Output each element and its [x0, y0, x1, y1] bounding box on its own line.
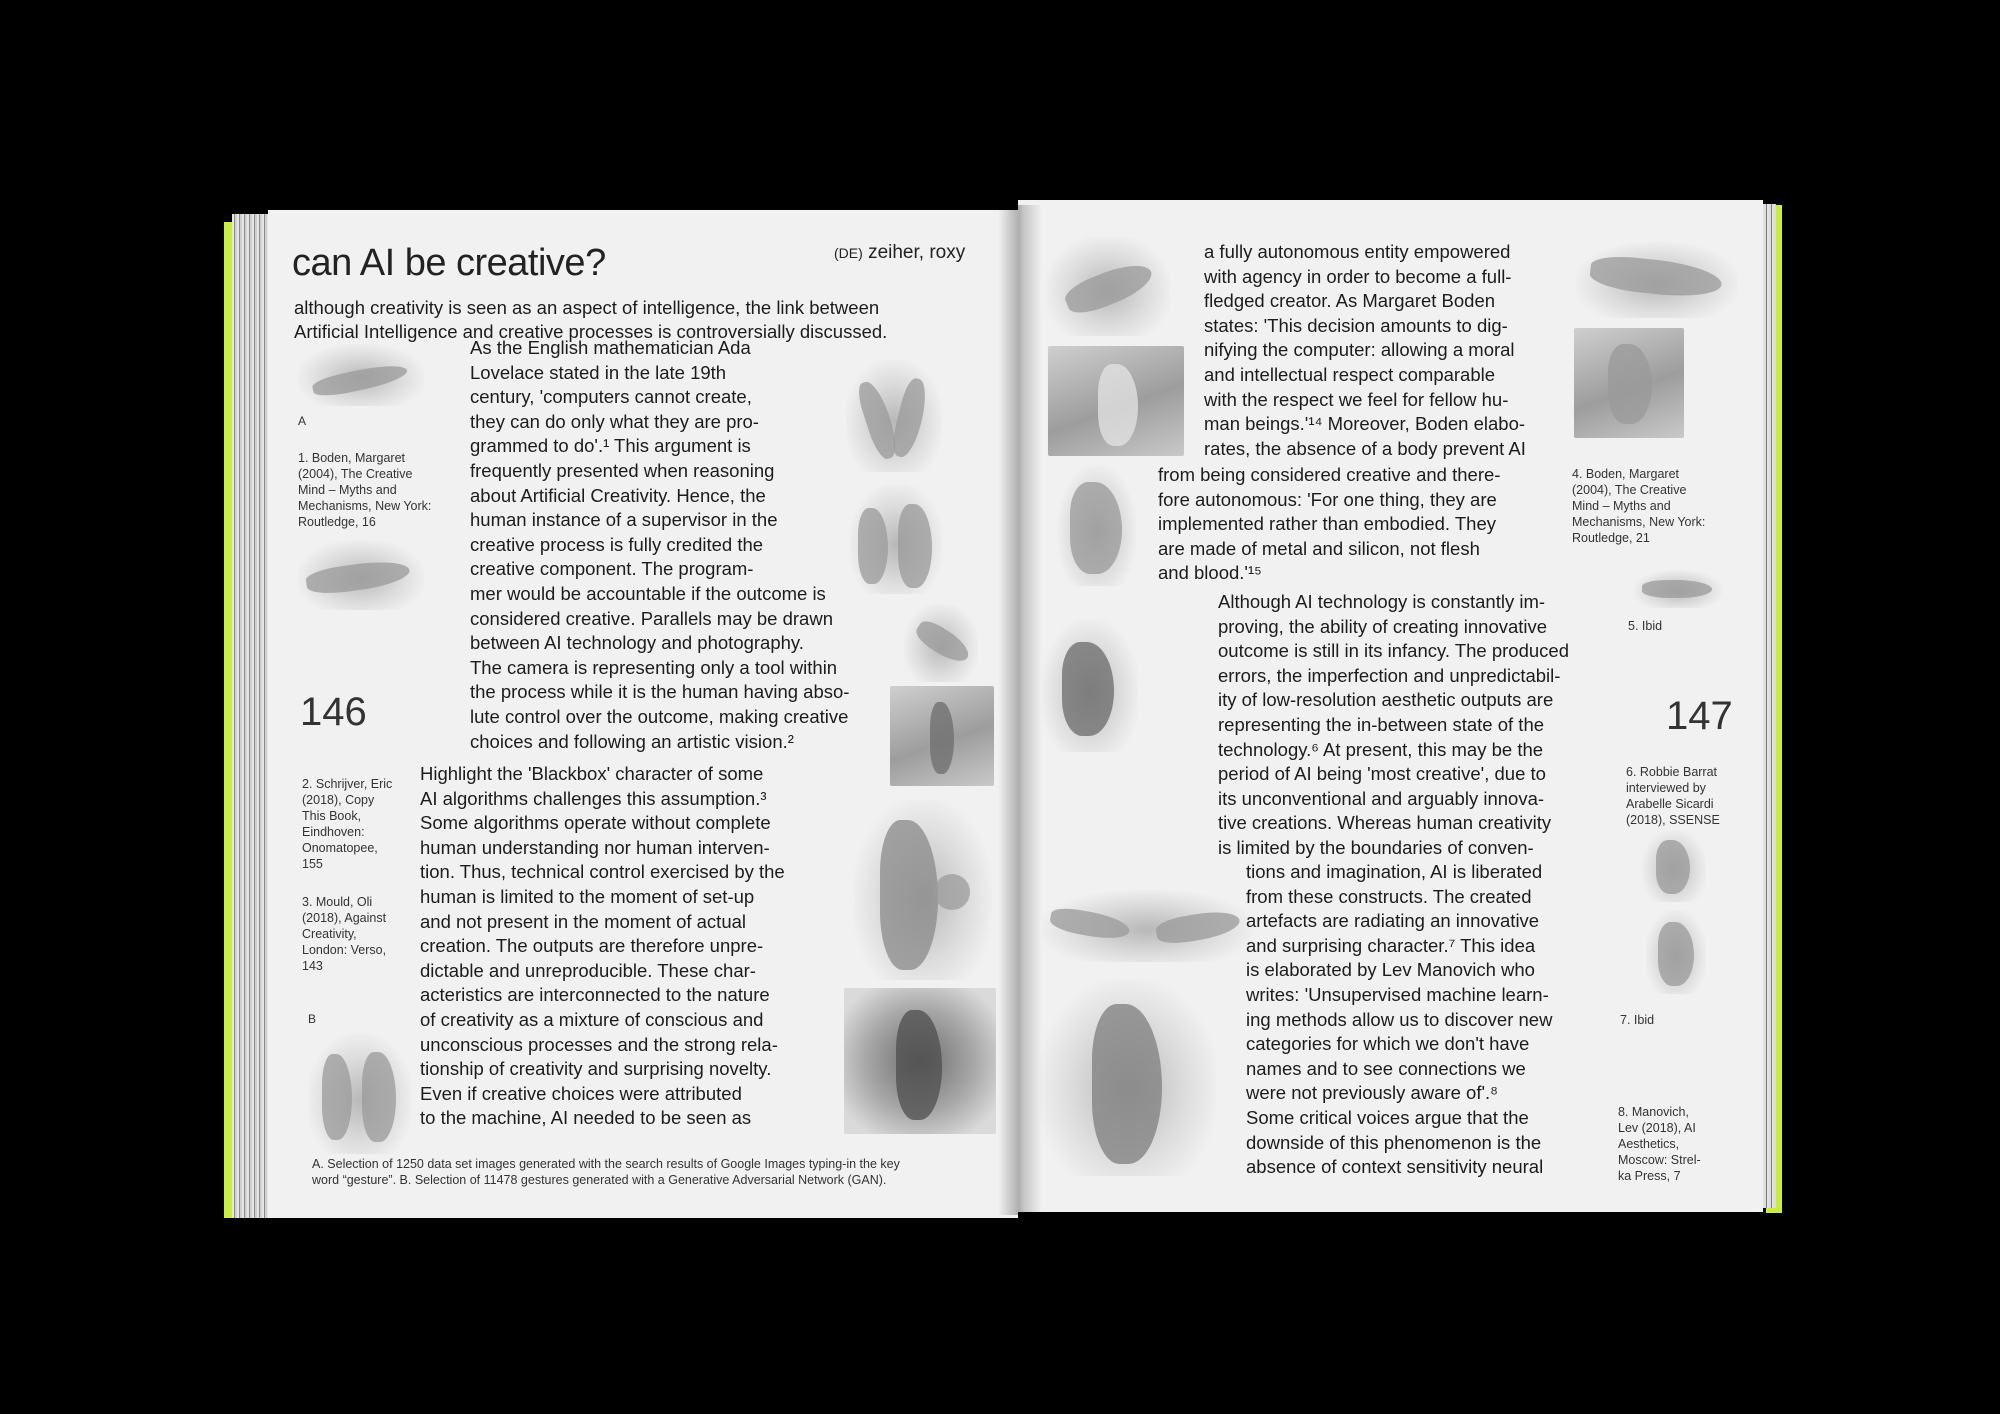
footnote-line: Creativity, [302, 927, 357, 941]
body-line: The camera is representing only a tool within [470, 656, 838, 678]
footnote-line: This Book, [302, 809, 362, 823]
footnote-7 [1620, 1012, 1654, 1028]
footnote-line: ka Press, 7 [1618, 1169, 1681, 1183]
body-line: Even if creative choices were attributed [420, 1082, 742, 1104]
footnote-line: 4. Boden, Margaret [1572, 467, 1680, 481]
footnote-8 [1618, 1104, 1728, 1184]
body-line: creation. The outputs are therefore unpre- [420, 935, 764, 957]
footnote-line: Routledge, 16 [298, 515, 376, 529]
hand-photo [890, 686, 994, 786]
body-line: implemented rather than embodied. They [1158, 513, 1496, 535]
body-line: acteristics are interconnected to the nature [420, 984, 770, 1006]
body-line: fore autonomous: 'For one thing, they are [1158, 488, 1497, 510]
caption-line: word “gesture”. B. Selection of 11478 gestures generated with a Generative Adversarial Network (GAN). [312, 1173, 887, 1187]
footnote-line: Aesthetics, [1618, 1137, 1680, 1151]
page-stack-left [232, 214, 272, 1218]
body-line: Although AI technology is constantly im- [1218, 591, 1546, 612]
body-line: choices and following an artistic vision.² [470, 730, 794, 752]
body-line: frequently presented when reasoning [470, 459, 775, 481]
body-line: and not present in the moment of actual [420, 910, 747, 932]
footnote-line: 3. Mould, Oli [302, 895, 373, 909]
body-text-lower [1246, 860, 1636, 1180]
footnote-line: 143 [302, 959, 323, 973]
footnote-line: Mind – Myths and [298, 483, 397, 497]
figure-caption [312, 1156, 1012, 1188]
right-page [1018, 200, 1763, 1212]
hand-photo [1634, 570, 1722, 608]
author-prefix: (DE) [834, 245, 863, 261]
body-line: writes: 'Unsupervised machine learn- [1246, 983, 1549, 1005]
footnote-line: Mechanisms, New York: [298, 499, 432, 513]
hand-photo [1042, 620, 1138, 752]
author-name: zeiher, roxy [868, 242, 966, 263]
footnote-3 [302, 894, 422, 974]
body-line: considered creative. Parallels may be drawn [470, 607, 833, 629]
body-text-wide [1158, 463, 1578, 586]
body-line: grammed to do'.¹ This argument is [470, 435, 751, 457]
footnote-line: (2018), Against [302, 911, 387, 925]
hand-photo [846, 360, 942, 472]
book-gutter [998, 205, 1042, 1215]
body-line: the process while it is the human having abso- [470, 681, 850, 703]
body-line: AI algorithms challenges this assumption.³ [420, 787, 767, 809]
hand-photo [1042, 890, 1252, 962]
hand-photo [298, 540, 424, 610]
footnote-line: (2018), SSENSE [1626, 813, 1720, 827]
author-line [834, 242, 965, 264]
body-line: fledged creator. As Margaret Boden [1204, 290, 1496, 312]
hand-photo [1574, 328, 1684, 438]
hand-photo [1646, 910, 1706, 994]
body-text-middle [1218, 590, 1638, 861]
body-line: tions and imagination, AI is liberated [1246, 861, 1543, 882]
body-line: tive creations. Whereas human creativity [1218, 812, 1552, 834]
body-line: and blood.'¹⁵ [1158, 562, 1262, 584]
left-page [268, 210, 1018, 1218]
footnote-line: (2018), Copy [302, 793, 375, 807]
footnote-line: Onomatopee, [302, 841, 378, 855]
body-line: Lovelace stated in the late 19th [470, 361, 727, 383]
hand-photo [904, 604, 978, 682]
body-line: outcome is still in its infancy. The produced [1218, 640, 1569, 662]
footnote-line: interviewed by [1626, 781, 1706, 795]
footnote-1 [298, 450, 438, 530]
hand-photo [308, 1034, 412, 1154]
footnote-4 [1572, 466, 1742, 546]
body-line: from being considered creative and there- [1158, 464, 1501, 485]
body-line: rates, the absence of a body prevent AI [1204, 437, 1526, 459]
footnote-line: 8. Manovich, [1618, 1105, 1689, 1119]
hand-photo [844, 988, 996, 1134]
intro-line: Artificial Intelligence and creative processes is controversially discussed. [294, 321, 888, 342]
body-line: is elaborated by Lev Manovich who [1246, 959, 1535, 981]
body-line: names and to see connections we [1246, 1057, 1526, 1079]
body-line: tion. Thus, technical control exercised by the [420, 861, 785, 883]
footnote-line: Moscow: Strel- [1618, 1153, 1701, 1167]
footnote-line: Mechanisms, New York: [1572, 515, 1706, 529]
hand-photo [850, 484, 942, 594]
body-line: they can do only what they are pro- [470, 410, 759, 432]
footnote-line: Arabelle Sicardi [1626, 797, 1714, 811]
body-text-top [1204, 240, 1574, 461]
body-line: and surprising character.⁷ This idea [1246, 934, 1536, 956]
footnote-line: Eindhoven: [302, 825, 365, 839]
body-line: proving, the ability of creating innovative [1218, 615, 1548, 637]
body-line: categories for which we don't have [1246, 1033, 1530, 1055]
body-line: creative process is fully credited the [470, 533, 764, 555]
body-line: period of AI being 'most creative', due to [1218, 763, 1546, 785]
footnote-line: 1. Boden, Margaret [298, 451, 406, 465]
intro-line: although creativity is seen as an aspect of intelligence, the link between [294, 297, 880, 318]
body-line: states: 'This decision amounts to dig- [1204, 314, 1508, 336]
footnote-line: Mind – Myths and [1572, 499, 1671, 513]
body-line: technology.⁶ At present, this may be the [1218, 738, 1544, 760]
body-line: lute control over the outcome, making creative [470, 705, 849, 727]
body-line: Some algorithms operate without complete [420, 812, 771, 834]
body-line: representing the in-between state of the [1218, 713, 1545, 735]
body-line: with agency in order to become a full- [1204, 265, 1512, 287]
body-line: with the respect we feel for fellow hu- [1204, 388, 1509, 410]
hand-photo [854, 800, 992, 980]
footnote-line: Lev (2018), AI [1618, 1121, 1696, 1135]
body-line: As the English mathematician Ada [470, 337, 751, 358]
body-line: human understanding nor human interven- [420, 836, 770, 858]
footnote-line: 7. Ibid [1620, 1013, 1655, 1027]
body-line: Some critical voices argue that the [1246, 1106, 1529, 1128]
body-line: were not previously aware of'.⁸ [1246, 1082, 1498, 1104]
footnote-line: (2004), The Creative [1572, 483, 1687, 497]
footnote-line: 6. Robbie Barrat [1626, 765, 1718, 779]
body-text-top [470, 336, 850, 754]
body-line: dictable and unreproducible. These char- [420, 959, 756, 981]
footnote-line: Routledge, 21 [1572, 531, 1650, 545]
page-number-right: 147 [1666, 694, 1733, 738]
footnote-line: 2. Schrijver, Eric [302, 777, 393, 791]
body-line: human is limited to the moment of set-up [420, 885, 755, 907]
footnote-line: 155 [302, 857, 323, 871]
footnote-6 [1626, 764, 1756, 828]
hand-photo [1642, 830, 1706, 902]
footnote-line: (2004), The Creative [298, 467, 413, 481]
hand-photo [1046, 236, 1170, 336]
caption-line: A. Selection of 1250 data set images generated with the search results of Google Images typing-in the key [312, 1157, 900, 1171]
body-line: human instance of a supervisor in the [470, 509, 778, 531]
body-line: artefacts are radiating an innovative [1246, 910, 1540, 932]
page-number-left: 146 [300, 690, 367, 734]
body-line: to the machine, AI needed to be seen as [420, 1107, 752, 1129]
body-line: between AI technology and photography. [470, 632, 804, 654]
body-line: is limited by the boundaries of conven- [1218, 836, 1534, 858]
body-line: of creativity as a mixture of conscious and [420, 1008, 764, 1030]
body-line: its unconventional and arguably innova- [1218, 787, 1545, 809]
body-line: ity of low-resolution aesthetic outputs are [1218, 689, 1554, 711]
hand-photo [1576, 242, 1738, 318]
body-line: absence of context sensitivity neural [1246, 1156, 1544, 1178]
body-line: century, 'computers cannot create, [470, 386, 752, 408]
body-line: tionship of creativity and surprising novelty. [420, 1058, 772, 1080]
hand-photo [1058, 466, 1136, 586]
footnote-line: 5. Ibid [1628, 619, 1663, 633]
footnote-5 [1628, 618, 1662, 634]
body-line: are made of metal and silicon, not flesh [1158, 537, 1480, 559]
footnote-2 [302, 776, 422, 872]
body-line: creative component. The program- [470, 558, 754, 580]
body-line: a fully autonomous entity empowered [1204, 241, 1511, 262]
figure-label-b: B [308, 1012, 317, 1026]
footnote-line: London: Verso, [302, 943, 387, 957]
body-line: and intellectual respect comparable [1204, 363, 1496, 385]
body-text-bottom [420, 762, 820, 1131]
hand-photo [298, 344, 424, 406]
body-line: Highlight the 'Blackbox' character of some [420, 763, 764, 784]
body-line: man beings.'¹⁴ Moreover, Boden elabo- [1204, 413, 1526, 435]
hand-photo [1048, 346, 1184, 456]
body-line: mer would be accountable if the outcome is [470, 582, 826, 604]
hand-photo [1040, 980, 1216, 1176]
body-line: from these constructs. The created [1246, 885, 1532, 907]
body-line: errors, the imperfection and unpredictabil- [1218, 664, 1561, 686]
body-line: nifying the computer: allowing a moral [1204, 339, 1515, 361]
figure-label-a: A [298, 414, 307, 428]
article-title: can AI be creative? [292, 242, 606, 284]
body-line: ing methods allow us to discover new [1246, 1008, 1553, 1030]
body-line: unconscious processes and the strong rela- [420, 1033, 778, 1055]
body-line: about Artificial Creativity. Hence, the [470, 484, 766, 506]
body-line: downside of this phenomenon is the [1246, 1131, 1542, 1153]
